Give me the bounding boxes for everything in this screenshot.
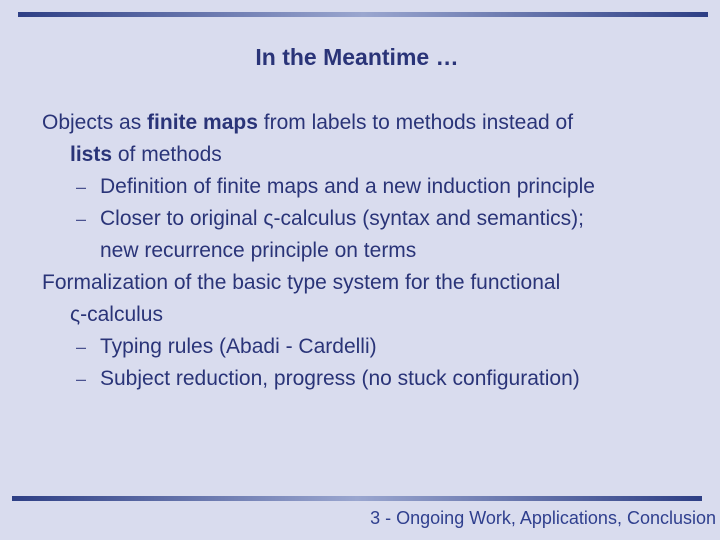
sub-bullet-1-2	[42, 203, 712, 235]
bullet-1-bold-lists: lists	[70, 143, 113, 166]
sub-bullet-text: Subject reduction, progress (no stuck configuration)	[100, 367, 580, 390]
sub-bullet-text: Closer to original ς-calculus (syntax and semantics);	[100, 207, 584, 230]
bullet-2-line-1: Formalization of the basic type system for the functional	[42, 271, 561, 294]
bullet-1-text-b: from labels to methods instead of	[257, 111, 574, 134]
bullet-2-line-2: ς-calculus	[70, 303, 163, 326]
sub-bullet-text: Typing rules (Abadi - Cardelli)	[100, 335, 377, 358]
top-divider	[18, 12, 708, 17]
slide-footer: 3 - Ongoing Work, Applications, Conclusion	[370, 508, 716, 528]
dash-icon: –	[76, 369, 87, 389]
bullet-1-bold-finite-maps: finite maps	[147, 111, 258, 134]
slide-title: In the Meantime …	[255, 44, 459, 70]
sub-bullet-1-1	[42, 171, 712, 203]
sub-bullet-text: Definition of finite maps and a new induction principle	[100, 175, 595, 198]
sub-bullet-1-2-cont: new recurrence principle on terms	[100, 239, 417, 262]
bottom-divider	[12, 496, 702, 501]
bullet-1-line-1	[42, 107, 712, 139]
bullet-1-text-a: Objects as	[42, 111, 148, 134]
dash-icon: –	[76, 209, 87, 229]
bullet-1-text-c: of methods	[112, 143, 222, 166]
slide-body	[42, 107, 712, 395]
sub-bullet-2-1	[42, 331, 712, 363]
dash-icon: –	[76, 177, 87, 197]
sub-bullet-2-2	[42, 363, 712, 395]
bullet-1-line-2	[42, 139, 712, 171]
dash-icon: –	[76, 337, 87, 357]
